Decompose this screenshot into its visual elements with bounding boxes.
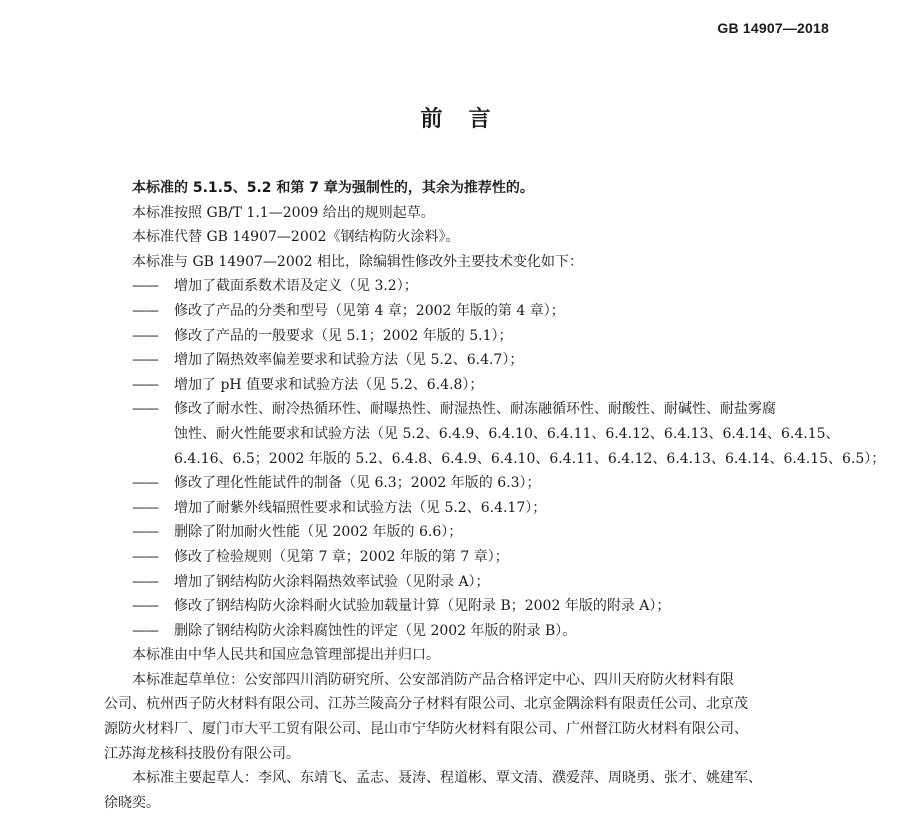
document-body (104, 176, 886, 815)
list-item-text: 增加了钢结构防火涂料隔热效率试验（见附录 A）； (174, 573, 490, 590)
list-item-text: 增加了 pH 值要求和试验方法（见 5.2、6.4.8）； (174, 376, 484, 393)
list-dash: —— (132, 327, 158, 344)
drafters-line: 本标准主要起草人：李风、东靖飞、孟志、聂涛、程道彬、覃文清、濮爱萍、周晓勇、张才、姚建军、 (132, 770, 762, 787)
list-item (104, 324, 830, 349)
list-item-text-continued: 蚀性、耐火性能要求和试验方法（见 5.2、6.4.9、6.4.10、6.4.11、6.4.12、6.4.13、6.4.14、6.4.15、 (174, 425, 840, 442)
list-dash: —— (132, 573, 158, 590)
list-item (104, 373, 830, 398)
list-item-text: 修改了理化性能试件的制备（见 6.3；2002 年版的 6.3）； (174, 475, 541, 492)
list-dash: —— (132, 524, 158, 541)
list-item-text: 修改了产品的分类和型号（见第 4 章；2002 年版的第 4 章）； (174, 302, 565, 319)
list-dash: —— (132, 376, 158, 393)
list-item (104, 471, 830, 496)
drafting-units-paragraph (104, 668, 830, 766)
list-item-text: 增加了耐紫外线辐照性要求和试验方法（见 5.2、6.4.17）； (174, 499, 547, 516)
list-item (104, 496, 830, 521)
list-item (104, 397, 886, 471)
drafting-units-line: 江苏海龙核科技股份有限公司。 (104, 745, 300, 762)
list-item-text-continued: 6.4.16、6.5；2002 年版的 5.2、6.4.8、6.4.9、6.4.10、6.4.11、6.4.12、6.4.13、6.4.14、6.4.15、6.5）； (174, 450, 886, 467)
drafters-line: 徐晓奕。 (104, 794, 160, 811)
list-dash: —— (132, 302, 158, 319)
list-item-text: 修改了钢结构防火涂料耐火试验加载量计算（见附录 B；2002 年版的附录 A）； (174, 598, 671, 615)
list-item-text: 删除了附加耐火性能（见 2002 年版的 6.6）； (174, 524, 463, 541)
mandatory-statement: 本标准的 5.1.5、5.2 和第 7 章为强制性的，其余为推荐性的。 (132, 180, 534, 196)
list-item-text: 修改了检验规则（见第 7 章；2002 年版的第 7 章）； (174, 548, 509, 565)
list-item (104, 348, 830, 373)
drafting-units-line: 公司、杭州西子防火材料有限公司、江苏兰陵高分子材料有限公司、北京金隅涂料有限责任公司、北京茂 (104, 696, 748, 713)
list-dash: —— (132, 278, 158, 295)
list-item (104, 619, 830, 644)
proposer-statement: 本标准由中华人民共和国应急管理部提出并归口。 (132, 647, 440, 664)
changes-intro: 本标准与 GB 14907—2002 相比，除编辑性修改外主要技术变化如下： (132, 253, 583, 270)
list-item (104, 594, 830, 619)
changes-list (104, 274, 886, 643)
list-item-text: 删除了钢结构防火涂料腐蚀性的评定（见 2002 年版的附录 B）。 (174, 622, 577, 639)
page-title: 前言 (420, 107, 517, 132)
list-item-text: 增加了隔热效率偏差要求和试验方法（见 5.2、6.4.7）； (174, 352, 524, 369)
standard-code-header: GB 14907—2018 (717, 20, 829, 36)
list-dash: —— (132, 622, 158, 639)
list-item (104, 570, 830, 595)
drafters-paragraph (104, 766, 830, 815)
drafting-units-line: 源防火材料厂、厦门市大平工贸有限公司、昆山市宁华防火材料有限公司、广州督江防火材料有限公司、 (104, 721, 748, 738)
list-item (104, 545, 830, 570)
list-dash: —— (132, 548, 158, 565)
drafting-rules-statement: 本标准按照 GB/T 1.1—2009 给出的规则起草。 (132, 204, 435, 221)
drafting-units-line: 本标准起草单位：公安部四川消防研究所、公安部消防产品合格评定中心、四川天府防火材料有限 (132, 671, 734, 688)
replacement-statement: 本标准代替 GB 14907—2002《钢结构防火涂料》。 (132, 229, 460, 246)
list-item (104, 299, 830, 324)
list-dash: —— (132, 352, 158, 369)
list-item (104, 274, 830, 299)
list-dash: —— (132, 401, 158, 418)
list-item-text: 修改了耐水性、耐冷热循环性、耐曝热性、耐湿热性、耐冻融循环性、耐酸性、耐碱性、耐盐雾腐 (174, 401, 776, 418)
list-dash: —— (132, 499, 158, 516)
list-dash: —— (132, 475, 158, 492)
list-item-text: 修改了产品的一般要求（见 5.1；2002 年版的 5.1）； (174, 327, 513, 344)
list-item (104, 520, 830, 545)
list-dash: —— (132, 598, 158, 615)
list-item-text: 增加了截面系数术语及定义（见 3.2）； (174, 278, 418, 295)
